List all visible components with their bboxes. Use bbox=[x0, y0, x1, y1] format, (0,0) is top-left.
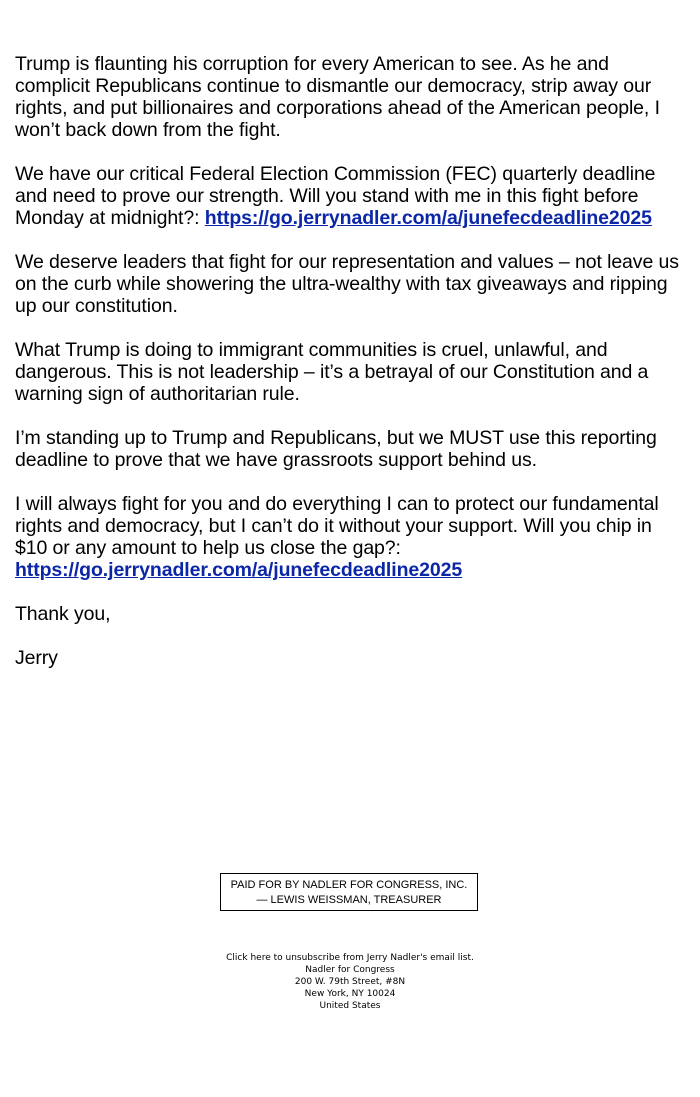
disclaimer-line-1: PAID FOR BY NADLER FOR CONGRESS, INC. bbox=[230, 879, 468, 891]
donate-link-2[interactable]: https://go.jerrynadler.com/a/junefecdeadline2025 bbox=[15, 559, 463, 581]
email-footer bbox=[200, 952, 500, 1012]
paragraph-deadline-text: We have our critical Federal Election Commission (FEC) quarterly deadline and need to prove our strength. Will you stand with me in this fight before Monday at midnight?: bbox=[15, 163, 656, 229]
closing: Thank you, bbox=[15, 603, 111, 625]
unsubscribe-link[interactable]: Click here to unsubscribe from Jerry Nadler's email list. bbox=[226, 953, 474, 963]
paragraph-leaders: We deserve leaders that fight for our representation and values – not leave us on the curb while showering the ultra-wealthy with tax giveaways and ripping up our constitution. bbox=[15, 251, 679, 317]
signature: Jerry bbox=[15, 647, 58, 669]
footer-country: United States bbox=[319, 1001, 381, 1011]
donate-link[interactable]: https://go.jerrynadler.com/a/junefecdeadline2025 bbox=[204, 207, 652, 229]
paragraph-immigrant: What Trump is doing to immigrant communities is cruel, unlawful, and dangerous. This is not leadership – it’s a betrayal of our Constitution and a warning sign of authoritarian rule. bbox=[15, 339, 649, 405]
email-body bbox=[15, 53, 687, 691]
disclaimer-line-2: — LEWIS WEISSMAN, TREASURER bbox=[256, 894, 442, 906]
paragraph-chip-in-text: I will always fight for you and do everything I can to protect our fundamental rights and democracy, but I can’t do it without your support. Will you chip in $10 or any amount to help us close the gap?: bbox=[15, 493, 659, 559]
paragraph-intro: Trump is flaunting his corruption for every American to see. As he and complicit Republicans continue to dismantle our democracy, strip away our rights, and put billionaires and corporations ahead of the American people, I won’t back down from the fight. bbox=[15, 53, 660, 141]
footer-city: New York, NY 10024 bbox=[304, 989, 396, 999]
paragraph-deadline bbox=[15, 163, 687, 229]
footer-org: Nadler for Congress bbox=[305, 965, 395, 975]
paragraph-standing: I’m standing up to Trump and Republicans, but we MUST use this reporting deadline to prove that we have grassroots support behind us. bbox=[15, 427, 657, 471]
paragraph-chip-in bbox=[15, 493, 687, 581]
paid-for-disclaimer bbox=[220, 873, 478, 911]
footer-street: 200 W. 79th Street, #8N bbox=[294, 977, 406, 987]
